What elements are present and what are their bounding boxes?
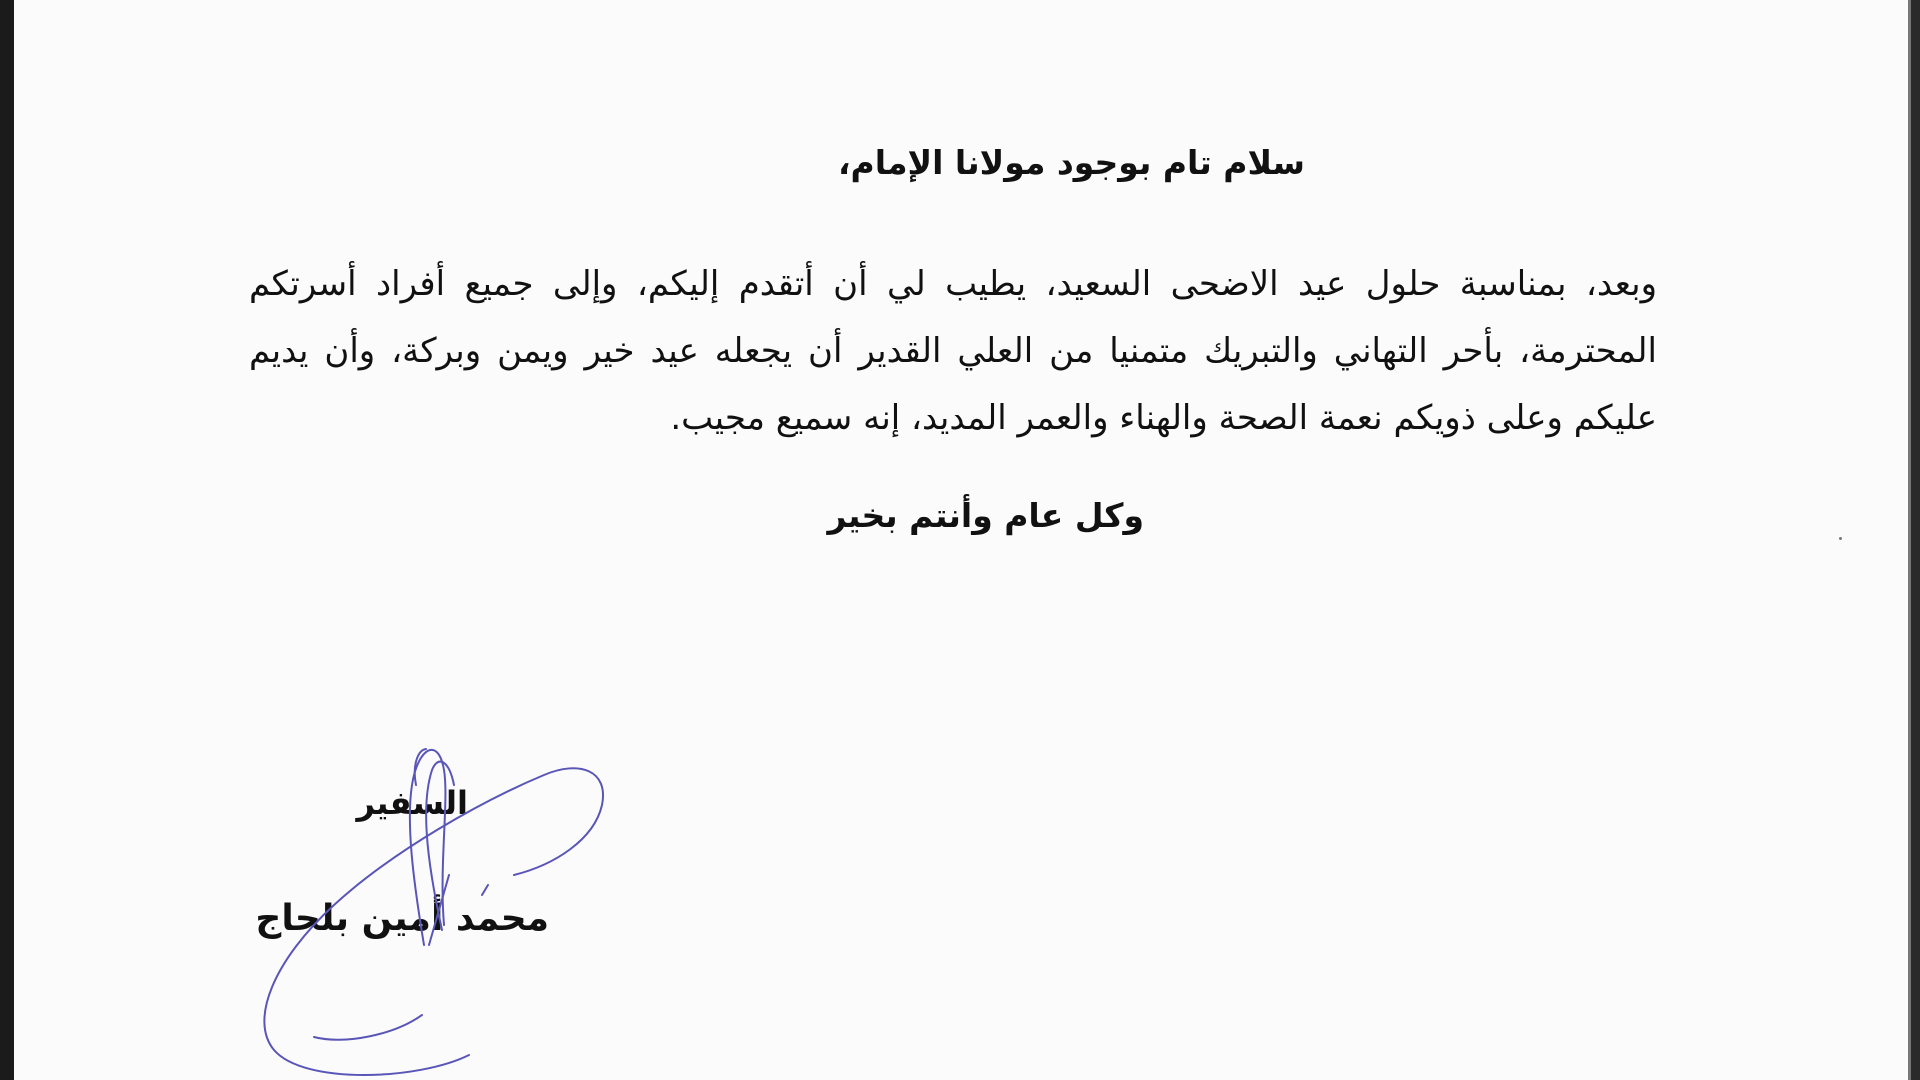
letter-greeting: سلام تام بوجود مولانا الإمام، <box>837 143 1305 182</box>
signatory-name: محمد أمين بلحاج <box>255 898 549 939</box>
paper-speck <box>1839 537 1842 540</box>
letter-closing: وكل عام وأنتم بخير <box>827 496 1144 535</box>
letter-body: وبعد، بمناسبة حلول عيد الاضحى السعيد، يطيب لي أن أتقدم إليكم، وإلى جميع أفراد أسرتكم المحترمة، بأحر التهاني والتبريك متمنيا من العلي القدير أن يجعله عيد خير ويمن وبركة، وأن يديم عليكم وعلى ذويكم نعمة الصحة والهناء والعمر المديد، إنه سميع مجيب. <box>249 264 1657 438</box>
letter-page <box>14 0 1920 1080</box>
signatory-title: السفير <box>356 784 468 822</box>
window-edge <box>1908 0 1920 1080</box>
